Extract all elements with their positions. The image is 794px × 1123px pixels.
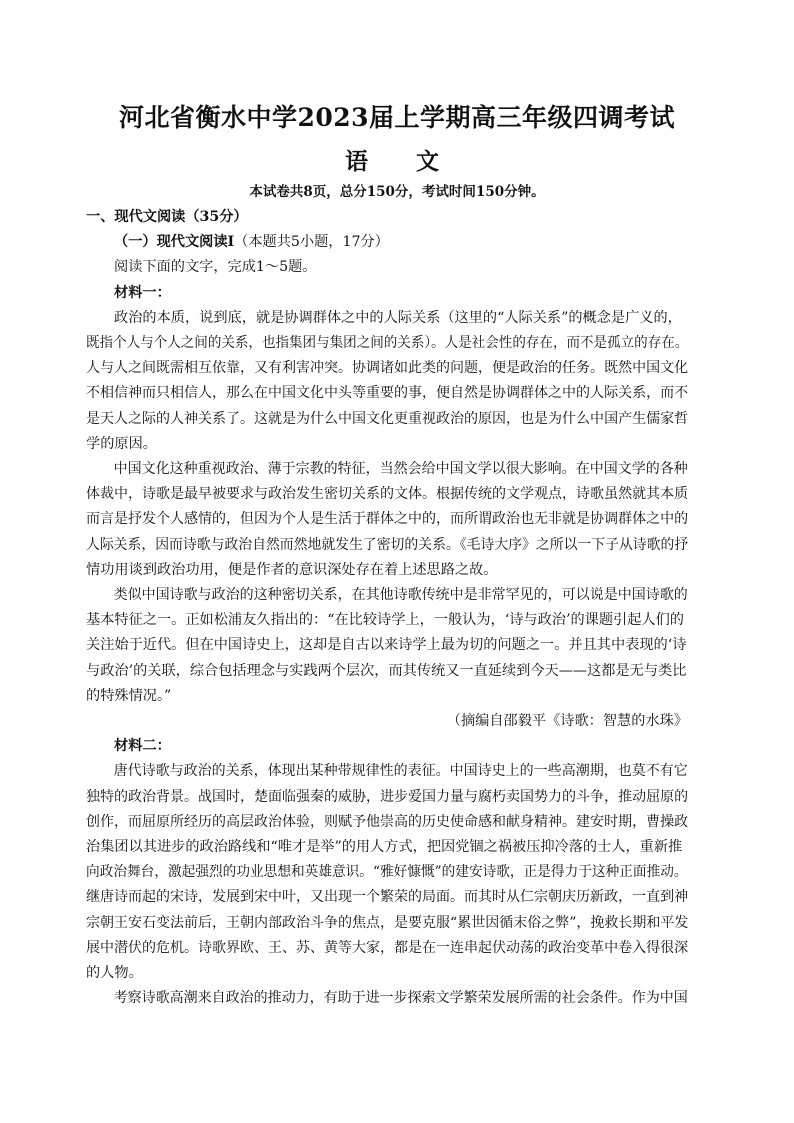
material1-label: 材料一： bbox=[114, 284, 171, 301]
exam-info: 本试卷共8页，总分150分，考试时间150分钟。 bbox=[249, 184, 545, 200]
text-line: 人与人之间既需相互依靠，又有利害冲突。协调诸如此类的问题，便是政治的任务。既然中国文化 bbox=[86, 360, 689, 377]
material1-paragraph-1 bbox=[86, 306, 688, 457]
sub-section-note: （本题共5小题，17分） bbox=[234, 234, 389, 251]
text-line: 向政治舞台，激起强烈的功业思想和英雄意识。“雅好慷慨”的建安诗歌，正是得力于这种正面推动。 bbox=[86, 864, 688, 881]
text-line: 体裁中，诗歌是最早被要求与政治发生密切关系的文体。根据传统的文学观点，诗歌虽然就其本质 bbox=[86, 486, 689, 503]
text-line: 创作，而屈原所经历的高层政治体验，则赋予他崇高的历史使命感和献身精神。建安时期，曹操政 bbox=[86, 813, 689, 830]
text-line: 展中潜伏的危机。诗歌界欧、王、苏、黄等大家，都是在一连串起伏动荡的政治变革中卷入得很深 bbox=[86, 939, 689, 956]
sub-section-title: （一）现代文阅读Ⅰ bbox=[114, 234, 235, 251]
text-line: 政治的本质，说到底，就是协调群体之中的人际关系（这里的“人际关系”的概念是广义的， bbox=[114, 309, 682, 326]
material1-paragraph-2 bbox=[86, 457, 688, 583]
material2-paragraph-2 bbox=[86, 986, 688, 1011]
exam-title: 河北省衡水中学2023届上学期高三年级四调考试 bbox=[118, 103, 676, 132]
material2-label: 材料二： bbox=[114, 738, 171, 755]
subject-title: 语 文 bbox=[344, 148, 459, 175]
text-line: 而言是抒发个人感情的，但因为个人是生活于群体之中的，而所谓政治也无非就是协调群体之中的 bbox=[86, 511, 689, 528]
text-line: 不相信神而只相信人，那么在中国文化中头等重要的事，便自然是协调群体之中的人际关系，而不 bbox=[86, 385, 689, 402]
material1-paragraph-3 bbox=[86, 583, 688, 709]
text-line: 情功用谈到政治功用，便是作者的意识深处存在着上述思路之故。 bbox=[86, 561, 498, 578]
material2-paragraph-1 bbox=[86, 759, 688, 986]
text-line: 基本特征之一。正如松浦友久指出的：“在比较诗学上，一般认为，‘诗与政治’的课题引起人们的 bbox=[86, 612, 684, 629]
reading-section bbox=[86, 205, 688, 1012]
text-line: 与政治’的关联，综合包括理念与实践两个层次，而其传统又一直延续到今天——这都是无与类比 bbox=[86, 662, 687, 679]
text-line: 的人物。 bbox=[86, 965, 143, 982]
text-line: 治集团以其进步的政治路线和“唯才是举”的用人方式，把因党锢之祸被压抑冷落的士人，重新推 bbox=[86, 839, 683, 856]
instruction-text: 阅读下面的文字，完成1～5题。 bbox=[114, 259, 317, 276]
text-line: 既指个人与个人之间的关系，也指集团与集团之间的关系）。人是社会性的存在，而不是孤立的存在。 bbox=[86, 335, 689, 352]
section-heading: 一、现代文阅读（35分） bbox=[86, 209, 248, 225]
text-line: 宗朝王安石变法前后，王朝内部政治斗争的焦点，是要克服“累世因循末俗之弊”，挽救长期和平发 bbox=[86, 914, 689, 931]
sub-section-heading bbox=[86, 230, 688, 255]
text-line: 关注始于近代。但在中国诗史上，这却是自古以来诗学上最为切的问题之一。并且其中表现的‘诗 bbox=[86, 637, 687, 654]
text-line: 是天人之际的人神关系了。这就是为什么中国文化更重视政治的原因，也是为什么中国产生儒家哲 bbox=[86, 410, 689, 427]
text-line: 学的原因。 bbox=[86, 435, 157, 452]
text-line: 的特殊情况。” bbox=[86, 687, 172, 704]
text-line: 继唐诗而起的宋诗，发展到宋中叶，又出现一个繁荣的局面。而其时从仁宗朝庆历新政，一直到神 bbox=[86, 889, 689, 906]
text-line: 独特的政治背景。战国时，楚面临强秦的威胁，进步爱国力量与腐朽卖国势力的斗争，推动屈原的 bbox=[86, 788, 689, 805]
text-line: 人际关系，因而诗歌与政治自然而然地就发生了密切的关系。《毛诗大序》之所以一下子从诗歌的抒 bbox=[86, 536, 689, 553]
text-line: 考察诗歌高潮来自政治的推动力，有助于进一步探索文学繁荣发展所需的社会条件。作为中国 bbox=[113, 990, 688, 1007]
text-line: 中国文化这种重视政治、薄于宗教的特征，当然会给中国文学以很大影响。在中国文学的各种 bbox=[113, 461, 688, 478]
material1-source: （摘编自邵毅平《诗歌：智慧的水珠》 bbox=[446, 713, 688, 730]
text-line: 唐代诗歌与政治的关系，体现出某种带规律性的表征。中国诗史上的一些高潮期，也莫不有它 bbox=[113, 763, 688, 780]
text-line: 类似中国诗歌与政治的这种密切关系，在其他诗歌传统中是非常罕见的，可以说是中国诗歌的 bbox=[113, 587, 688, 604]
